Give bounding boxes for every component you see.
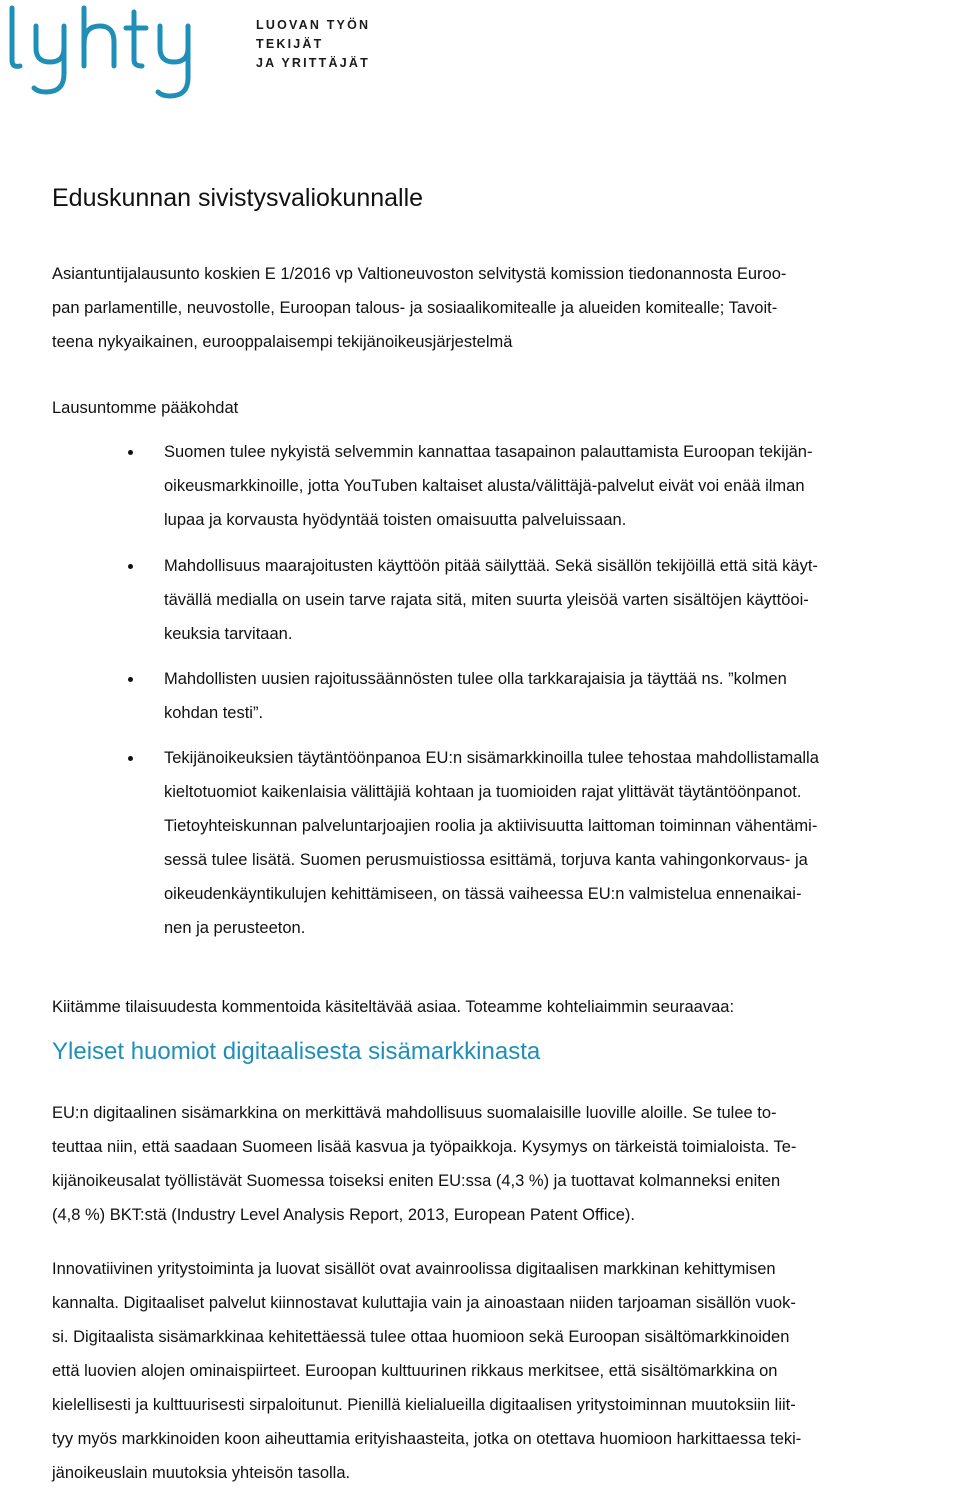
paragraph-line: kijänoikeusalat työllistävät Suomessa toiseksi eniten EU:ssa (4,3 %) ja tuottavat kolmanneksi eniten bbox=[52, 1172, 781, 1190]
bullet-line: sessä tulee lisätä. Suomen perusmuistiossa esittämä, torjuva kanta vahingonkorvaus- ja bbox=[164, 851, 808, 869]
lyhty-wordmark bbox=[6, 4, 246, 100]
bullet-text bbox=[164, 662, 944, 730]
lyhty-logo bbox=[6, 4, 371, 100]
body-paragraph bbox=[52, 1252, 957, 1490]
intro-line: teena nykyaikainen, eurooppalaisempi tekijänoikeusjärjestelmä bbox=[52, 333, 513, 351]
section-heading: Yleiset huomiot digitaalisesta sisämarkkinasta bbox=[52, 1038, 541, 1065]
bullet-dot-icon bbox=[128, 756, 133, 761]
logo-tagline-line: JA YRITTÄJÄT bbox=[256, 56, 370, 70]
bullet-line: Suomen tulee nykyistä selvemmin kannattaa tasapainon palauttamista Euroopan tekijän- bbox=[164, 443, 813, 461]
body-paragraph bbox=[52, 1096, 957, 1232]
paragraph-line: (4,8 %) BKT:stä (Industry Level Analysis Report, 2013, European Patent Office). bbox=[52, 1206, 635, 1224]
bullet-dot-icon bbox=[128, 677, 133, 682]
bullet-line: kohdan testi”. bbox=[164, 704, 264, 722]
paragraph-line: kielellisesti ja kulttuurisesti sirpaloitunut. Pienillä kielialueilla digitaalisen yritystoiminnan muutoksiin liit- bbox=[52, 1396, 796, 1414]
bullet-line: oikeusmarkkinoille, jotta YouTuben kaltaiset alusta/välittäjä-palvelut eivät voi enää ilman bbox=[164, 477, 805, 495]
logo-tagline-line: LUOVAN TYÖN bbox=[256, 18, 371, 32]
logo-tagline bbox=[256, 16, 376, 73]
thanks-paragraph: Kiitämme tilaisuudesta kommentoida käsiteltävää asiaa. Toteamme kohteliaimmin seuraavaa: bbox=[52, 998, 735, 1016]
logo-tagline-line: TEKIJÄT bbox=[256, 37, 324, 51]
bullet-line: Tietoyhteiskunnan palveluntarjoajien roolia ja aktiivisuutta laittoman toiminnan vähentämi- bbox=[164, 817, 818, 835]
paragraph-line: että luovien alojen ominaispiirteet. Euroopan kulttuurinen rikkaus merkitsee, että sisältömarkkina on bbox=[52, 1362, 778, 1380]
bullet-dot-icon bbox=[128, 564, 133, 569]
bullet-line: lupaa ja korvausta hyödyntää toisten omaisuutta palveluissaan. bbox=[164, 511, 627, 529]
intro-line: Asiantuntijalausunto koskien E 1/2016 vp Valtioneuvoston selvitystä komission tiedonannosta Euroo- bbox=[52, 265, 787, 283]
intro-line: pan parlamentille, neuvostolle, Euroopan talous- ja sosiaalikomitealle ja alueiden komitealle; Tavoit- bbox=[52, 299, 778, 317]
bullet-text bbox=[164, 741, 944, 945]
paragraph-line: kannalta. Digitaaliset palvelut kiinnostavat kuluttajia vain ja ainoastaan niiden tarjoaman sisällön vuok- bbox=[52, 1294, 796, 1312]
bullet-line: Mahdollisten uusien rajoitussäännösten tulee olla tarkkarajaisia ja täyttää ns. ”kolmen bbox=[164, 670, 787, 688]
bullet-line: keuksia tarvitaan. bbox=[164, 625, 293, 643]
summary-label: Lausuntomme pääkohdat bbox=[52, 399, 239, 417]
bullet-line: kieltotuomiot kaikenlaisia välittäjiä kohtaan ja tuomioiden rajat ylittävät täytäntöönpanot. bbox=[164, 783, 802, 801]
bullet-dot-icon bbox=[128, 450, 133, 455]
bullet-line: nen ja perusteeton. bbox=[164, 919, 306, 937]
bullet-line: oikeudenkäyntikulujen kehittämiseen, on tässä vaiheessa EU:n valmistelua ennenaikai- bbox=[164, 885, 802, 903]
paragraph-line: tyy myös markkinoiden koon aiheuttamia erityishaasteita, jotka on otettava huomioon harkittaessa teki- bbox=[52, 1430, 802, 1448]
bullet-line: tävällä medialla on usein tarve rajata sitä, miten suurta yleisöä varten sisältöjen käyttöoi- bbox=[164, 591, 809, 609]
bullet-line: Mahdollisuus maarajoitusten käyttöön pitää säilyttää. Sekä sisällön tekijöillä että sitä käyt- bbox=[164, 557, 818, 575]
paragraph-line: si. Digitaalista sisämarkkinaa kehitettäessä tulee ottaa huomioon sekä Euroopan sisältömarkkinoiden bbox=[52, 1328, 790, 1346]
paragraph-line: teuttaa niin, että saadaan Suomeen lisää kasvua ja työpaikkoja. Kysymys on tärkeistä toimialoista. Te- bbox=[52, 1138, 797, 1156]
paragraph-line: Innovatiivinen yritystoiminta ja luovat sisällöt ovat avainroolissa digitaalisen markkinan kehittymisen bbox=[52, 1260, 776, 1278]
intro-paragraph bbox=[52, 257, 938, 359]
bullet-line: Tekijänoikeuksien täytäntöönpanoa EU:n sisämarkkinoilla tulee tehostaa mahdollistamalla bbox=[164, 749, 819, 767]
paragraph-line: jänoikeuslain muutoksia yhteisön tasolla. bbox=[52, 1464, 351, 1482]
page-title: Eduskunnan sivistysvaliokunnalle bbox=[52, 184, 424, 212]
bullet-text bbox=[164, 435, 944, 537]
paragraph-line: EU:n digitaalinen sisämarkkina on merkittävä mahdollisuus suomalaisille luoville aloille. Se tulee to- bbox=[52, 1104, 777, 1122]
bullet-text bbox=[164, 549, 944, 651]
